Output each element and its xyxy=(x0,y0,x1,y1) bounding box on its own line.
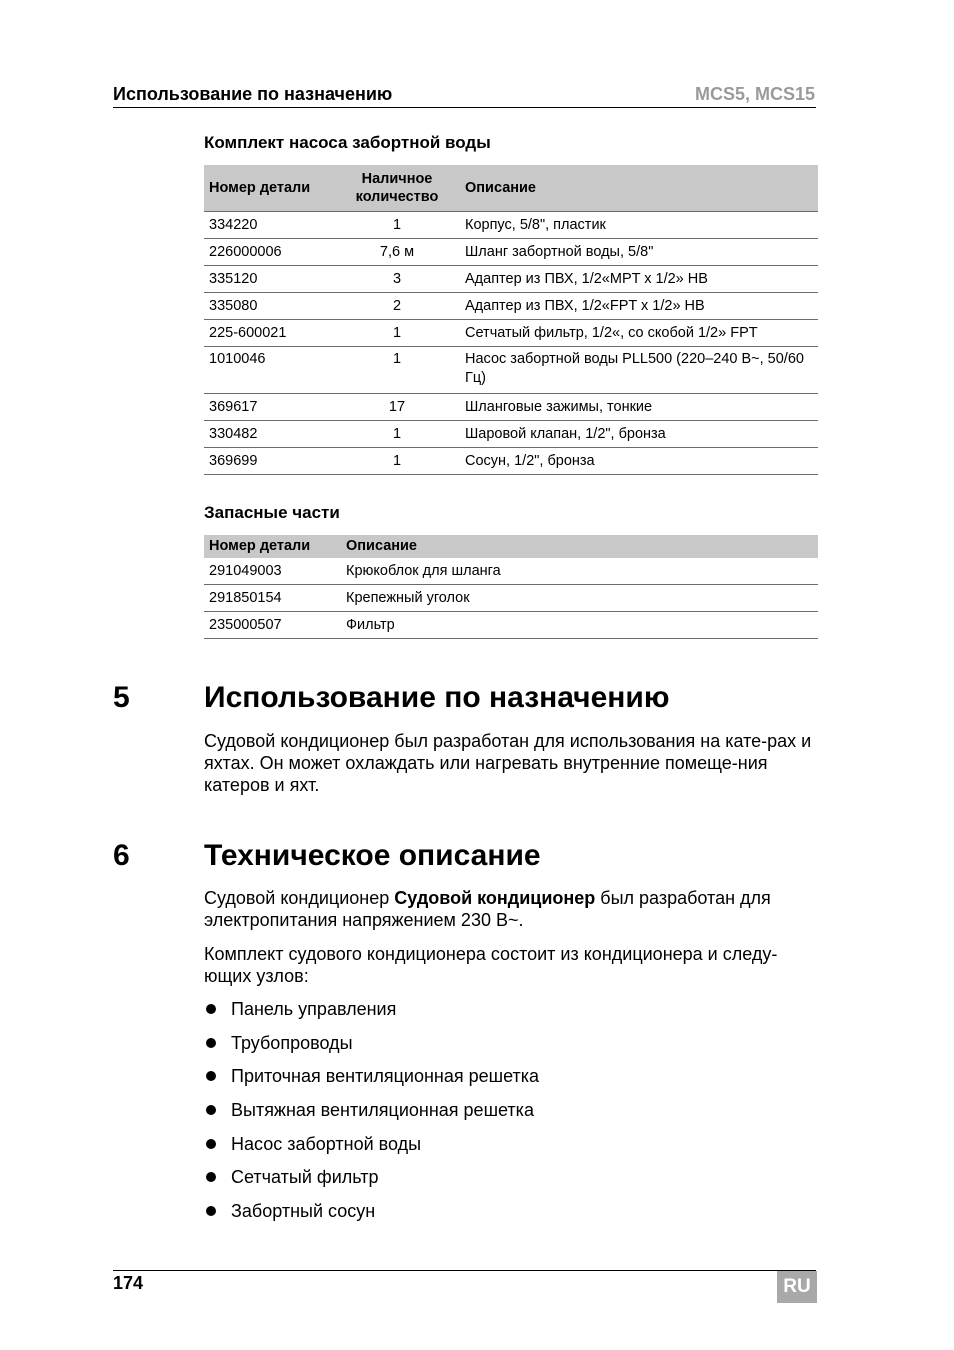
table-row xyxy=(204,612,818,639)
cell-part-number: 335080 xyxy=(204,293,334,320)
table-row xyxy=(204,320,818,347)
list-item xyxy=(204,1166,539,1200)
components-list xyxy=(204,998,539,1234)
table-header-row xyxy=(204,165,818,212)
cell-description: Крюкоблок для шланга xyxy=(341,558,818,585)
cell-quantity: 17 xyxy=(334,394,460,421)
table-row xyxy=(204,394,818,421)
footer-rule xyxy=(113,1270,816,1271)
table-row xyxy=(204,266,818,293)
cell-description: Крепежный уголок xyxy=(341,585,818,612)
cell-description: Шланговые зажимы, тонкие xyxy=(460,394,818,421)
cell-part-number: 225-600021 xyxy=(204,320,334,347)
section-5-number: 5 xyxy=(113,681,130,714)
list-item xyxy=(204,1099,539,1133)
column-header-quantity xyxy=(334,165,460,212)
cell-description: Шаровой клапан, 1/2", бронза xyxy=(460,421,818,448)
section-6-paragraph-1 xyxy=(204,887,818,931)
list-item xyxy=(204,1133,539,1167)
pump-kit-heading: Комплект насоса забортной воды xyxy=(204,133,491,152)
list-item-text: Вытяжная вентиляционная решетка xyxy=(231,1100,534,1121)
bullet-icon xyxy=(206,1172,216,1182)
table-row xyxy=(204,421,818,448)
list-item-text: Трубопроводы xyxy=(231,1032,353,1053)
p1-end: был разработан для электропитания напряжением 230 В~. xyxy=(204,888,771,930)
cell-part-number: 369617 xyxy=(204,394,334,421)
cell-part-number: 291049003 xyxy=(204,558,341,585)
running-header-model: MCS5, MCS15 xyxy=(694,84,815,104)
header-rule xyxy=(113,107,816,108)
table-row xyxy=(204,585,818,612)
spare-parts-heading: Запасные части xyxy=(204,503,340,522)
cell-description: Фильтр xyxy=(341,612,818,639)
cell-quantity: 1 xyxy=(334,320,460,347)
cell-description: Сетчатый фильтр, 1/2«, со скобой 1/2» FPT xyxy=(460,320,818,347)
table-row xyxy=(204,212,818,239)
list-item-text: Сетчатый фильтр xyxy=(231,1167,379,1188)
column-header-description: Описание xyxy=(460,165,818,212)
cell-part-number: 235000507 xyxy=(204,612,341,639)
cell-part-number: 335120 xyxy=(204,266,334,293)
table-row xyxy=(204,293,818,320)
spare-parts-table xyxy=(204,535,818,639)
cell-description: Адаптер из ПВХ, 1/2«MPT x 1/2» HB xyxy=(460,266,818,293)
cell-part-number: 369699 xyxy=(204,448,334,475)
table-row xyxy=(204,347,818,394)
column-header-part-number: Номер детали xyxy=(204,535,341,558)
bullet-icon xyxy=(206,1206,216,1216)
running-header-title: Использование по назначению xyxy=(113,84,393,104)
cell-description: Насос забортной воды PLL500 (220–240 В~, 50/60 Гц) xyxy=(460,347,818,394)
table-row xyxy=(204,239,818,266)
list-item-text: Насос забортной воды xyxy=(231,1133,422,1154)
section-5-text: Судовой кондиционер был разработан для использования на кате-рах и яхтах. Он может охлаждать или нагревать внутренние помеще-ния катеров и яхт. xyxy=(204,731,812,795)
table-header-row xyxy=(204,535,818,558)
cell-part-number: 226000006 xyxy=(204,239,334,266)
list-item xyxy=(204,1032,539,1066)
cell-part-number: 291850154 xyxy=(204,585,341,612)
page-number: 174 xyxy=(113,1273,144,1293)
cell-quantity: 2 xyxy=(334,293,460,320)
cell-description: Сосун, 1/2", бронза xyxy=(460,448,818,475)
bullet-icon xyxy=(206,1139,216,1149)
section-5-title: Использование по назначению xyxy=(204,681,670,714)
section-6-title: Техническое описание xyxy=(204,839,541,872)
bullet-icon xyxy=(206,1004,216,1014)
pump-kit-table xyxy=(204,165,818,475)
cell-description: Корпус, 5/8", пластик xyxy=(460,212,818,239)
list-item xyxy=(204,998,539,1032)
list-item xyxy=(204,1065,539,1099)
quantity-header-text: Наличное количество xyxy=(355,171,439,205)
cell-quantity: 1 xyxy=(334,448,460,475)
list-item xyxy=(204,1200,539,1234)
column-header-description: Описание xyxy=(341,535,818,558)
language-badge: RU xyxy=(777,1271,817,1303)
bullet-icon xyxy=(206,1071,216,1081)
list-item-text: Приточная вентиляционная решетка xyxy=(231,1066,540,1087)
column-header-part-number: Номер детали xyxy=(204,165,334,212)
section-6-paragraph-2: Комплект судового кондиционера состоит из кондиционера и следу-ющих узлов: xyxy=(204,944,778,986)
p1-bold-product: Судовой кондиционер xyxy=(394,888,596,908)
section-6-number: 6 xyxy=(113,839,130,872)
table-row xyxy=(204,558,818,585)
cell-description: Шланг забортной воды, 5/8" xyxy=(460,239,818,266)
cell-part-number: 334220 xyxy=(204,212,334,239)
p1-start: Судовой кондиционер xyxy=(204,888,395,908)
cell-part-number: 330482 xyxy=(204,421,334,448)
cell-quantity: 3 xyxy=(334,266,460,293)
table-row xyxy=(204,448,818,475)
cell-quantity: 7,6 м xyxy=(334,239,460,266)
cell-description: Адаптер из ПВХ, 1/2«FPT x 1/2» HB xyxy=(460,293,818,320)
list-item-text: Панель управления xyxy=(231,999,397,1019)
cell-part-number: 1010046 xyxy=(204,347,334,394)
cell-quantity: 1 xyxy=(334,421,460,448)
list-item-text: Забортный сосун xyxy=(231,1201,376,1222)
bullet-icon xyxy=(206,1105,216,1115)
cell-quantity: 1 xyxy=(334,212,460,239)
cell-quantity: 1 xyxy=(334,347,460,394)
bullet-icon xyxy=(206,1038,216,1048)
